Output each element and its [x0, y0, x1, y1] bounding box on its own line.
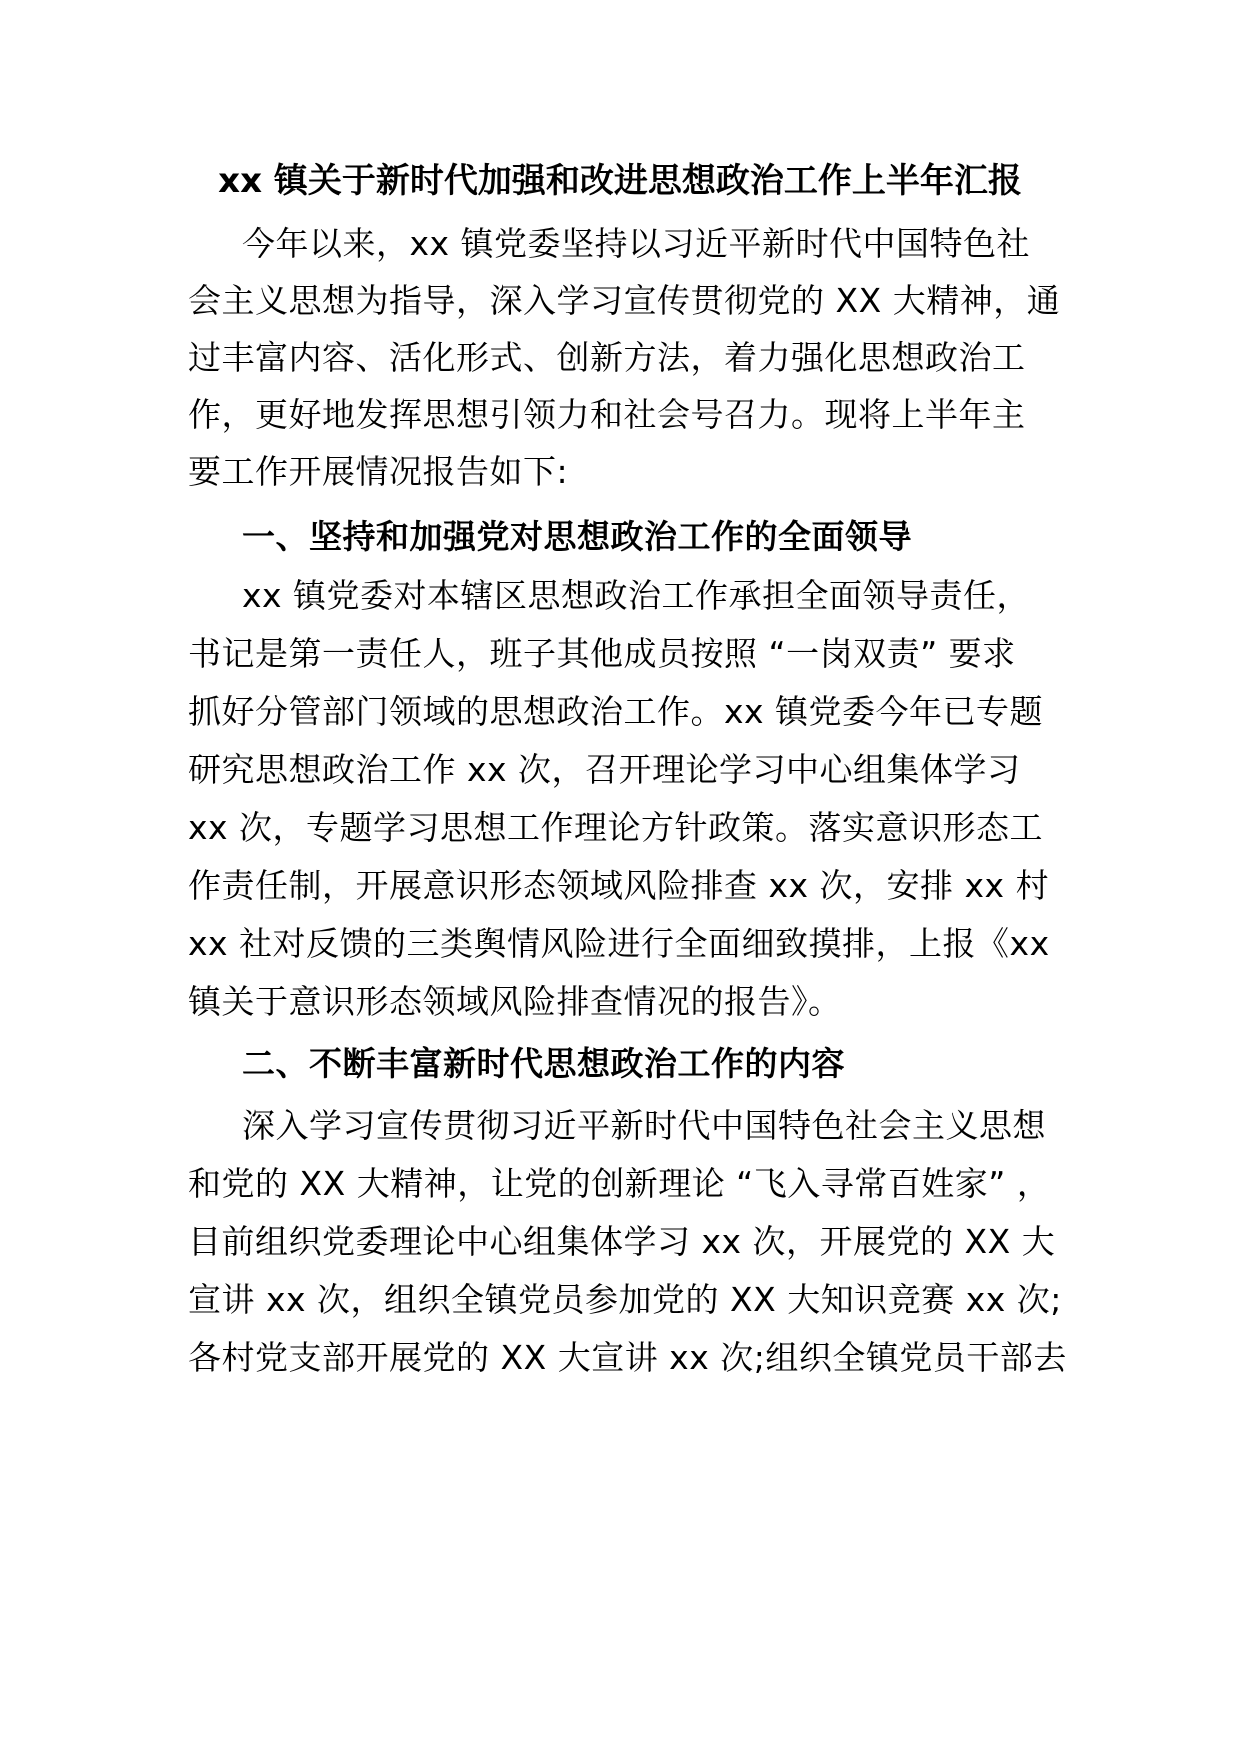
- intro-line-3: 过丰富内容、活化形式、创新方法，着力强化思想政治工: [188, 338, 1026, 377]
- section-2-line-5: 各村党支部开展党的 XX 大宣讲 xx 次;组织全镇党员干部去: [188, 1338, 1067, 1377]
- section-1-line-1: xx 镇党委对本辖区思想政治工作承担全面领导责任，: [242, 576, 1031, 615]
- section-1-line-3: 抓好分管部门领域的思想政治工作。xx 镇党委今年已专题: [188, 692, 1044, 731]
- section-2-line-4: 宣讲 xx 次，组织全镇党员参加党的 XX 大知识竞赛 xx 次;: [188, 1280, 1062, 1319]
- section-1-line-7: xx 社对反馈的三类舆情风险进行全面细致摸排，上报《xx: [188, 924, 1050, 963]
- section-2-line-2: 和党的 XX 大精神，让党的创新理论 “飞入寻常百姓家” ，: [188, 1164, 1051, 1203]
- section-1-line-2: 书记是第一责任人，班子其他成员按照 “一岗双责” 要求: [188, 634, 1016, 673]
- section-2-line-3: 目前组织党委理论中心组集体学习 xx 次，开展党的 XX 大: [188, 1222, 1056, 1261]
- section-1-line-4: 研究思想政治工作 xx 次，召开理论学习中心组集体学习: [188, 750, 1021, 789]
- section-2-heading: 二、不断丰富新时代思想政治工作的内容: [242, 1044, 845, 1083]
- section-1-line-5: xx 次，专题学习思想工作理论方针政策。落实意识形态工: [188, 808, 1044, 847]
- section-1-line-8: 镇关于意识形态领域风险排查情况的报告》。: [188, 982, 842, 1021]
- section-1-line-6: 作责任制，开展意识形态领域风险排查 xx 次，安排 xx 村: [188, 866, 1050, 905]
- section-2-line-1: 深入学习宣传贯彻习近平新时代中国特色社会主义思想: [242, 1106, 1046, 1145]
- document-title: xx 镇关于新时代加强和改进思想政治工作上半年汇报: [218, 161, 1022, 201]
- intro-line-2: 会主义思想为指导，深入学习宣传贯彻党的 XX 大精神，通: [188, 281, 1061, 320]
- intro-line-5: 要工作开展情况报告如下:: [188, 452, 569, 491]
- section-1-heading: 一、坚持和加强党对思想政治工作的全面领导: [242, 517, 912, 556]
- intro-line-4: 作，更好地发挥思想引领力和社会号召力。现将上半年主: [188, 395, 1026, 434]
- intro-line-1: 今年以来，xx 镇党委坚持以习近平新时代中国特色社: [242, 224, 1031, 263]
